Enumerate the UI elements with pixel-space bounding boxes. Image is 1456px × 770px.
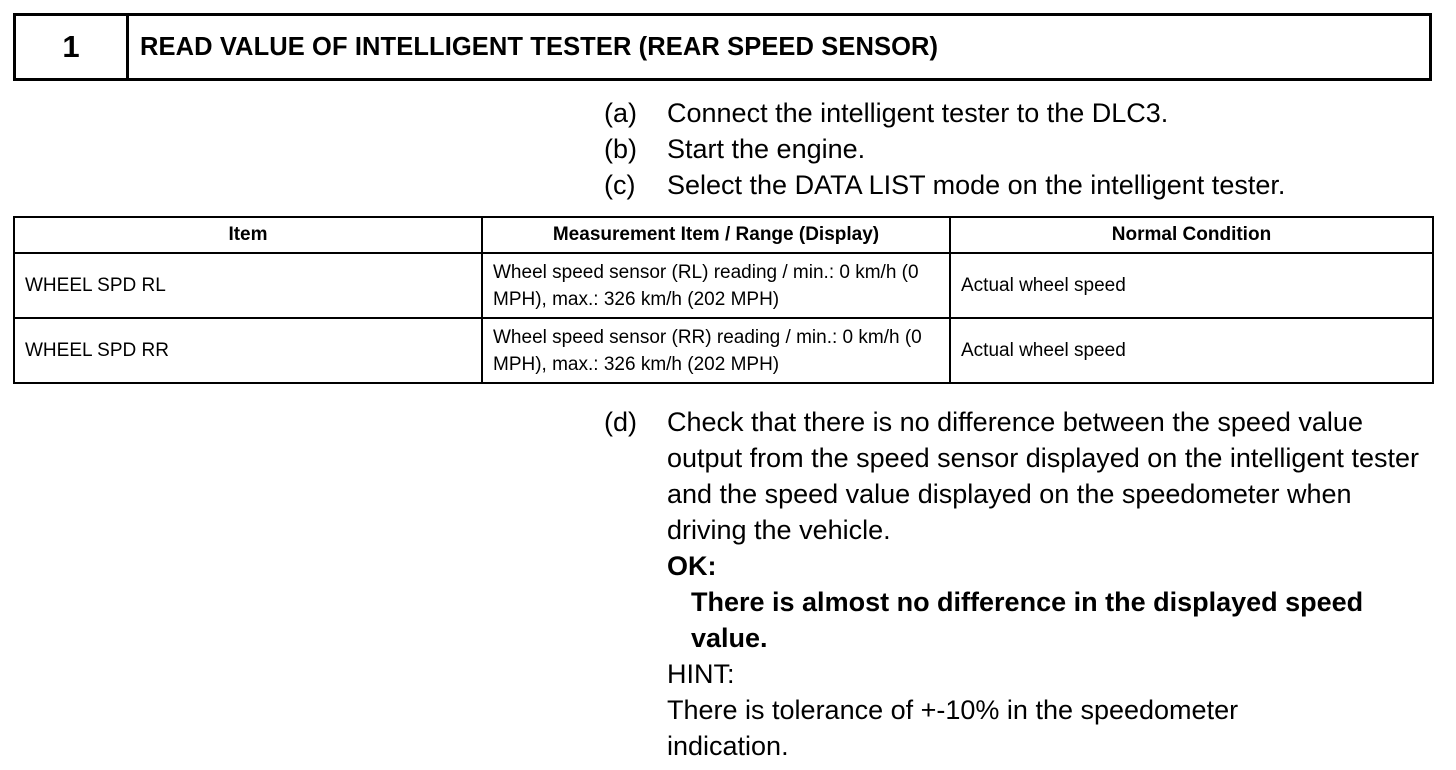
step-text: Select the DATA LIST mode on the intelligent tester. [667, 170, 1286, 200]
step-a [604, 95, 1424, 131]
step-b [604, 131, 1424, 167]
column-header-normal-condition: Normal Condition [950, 217, 1433, 253]
data-list-table [13, 216, 1434, 384]
step-label: (c) [604, 170, 636, 200]
step-text: Check that there is no difference between the speed value output from the speed sensor displayed on the intelligent tester and the speed value displayed on the speedometer when driving the vehicle. [667, 407, 1419, 545]
cell-measurement: Wheel speed sensor (RR) reading / min.: 0 km/h (0 MPH), max.: 326 km/h (202 MPH) [482, 318, 950, 383]
cell-normal-condition: Actual wheel speed [950, 253, 1433, 318]
step-text: Start the engine. [667, 134, 866, 164]
step-label: (d) [604, 407, 637, 437]
procedure-steps [604, 95, 1424, 203]
column-header-item: Item [14, 217, 482, 253]
step-label: (b) [604, 134, 637, 164]
step-text: Connect the intelligent tester to the DLC3. [667, 98, 1169, 128]
cell-item: WHEEL SPD RR [14, 318, 482, 383]
table-row [14, 253, 1433, 318]
step-d [604, 404, 1424, 548]
step-title: READ VALUE OF INTELLIGENT TESTER (REAR SPEED SENSOR) [140, 32, 939, 61]
cell-normal-condition: Actual wheel speed [950, 318, 1433, 383]
procedure-step-d [604, 404, 1424, 764]
column-header-measurement: Measurement Item / Range (Display) [482, 217, 950, 253]
cell-item: WHEEL SPD RL [14, 253, 482, 318]
hint-text: There is tolerance of +-10% in the speedometer indication. [667, 695, 1239, 761]
step-label: (a) [604, 98, 637, 128]
ok-text: There is almost no difference in the displayed speed value. [691, 587, 1364, 653]
step-header [13, 13, 1432, 81]
cell-measurement: Wheel speed sensor (RL) reading / min.: 0 km/h (0 MPH), max.: 326 km/h (202 MPH) [482, 253, 950, 318]
step-c [604, 167, 1424, 203]
ok-label: OK: [667, 551, 717, 581]
step-number: 1 [16, 16, 129, 78]
table-row [14, 318, 1433, 383]
table-header-row [14, 217, 1433, 253]
hint-label: HINT: [667, 659, 735, 689]
